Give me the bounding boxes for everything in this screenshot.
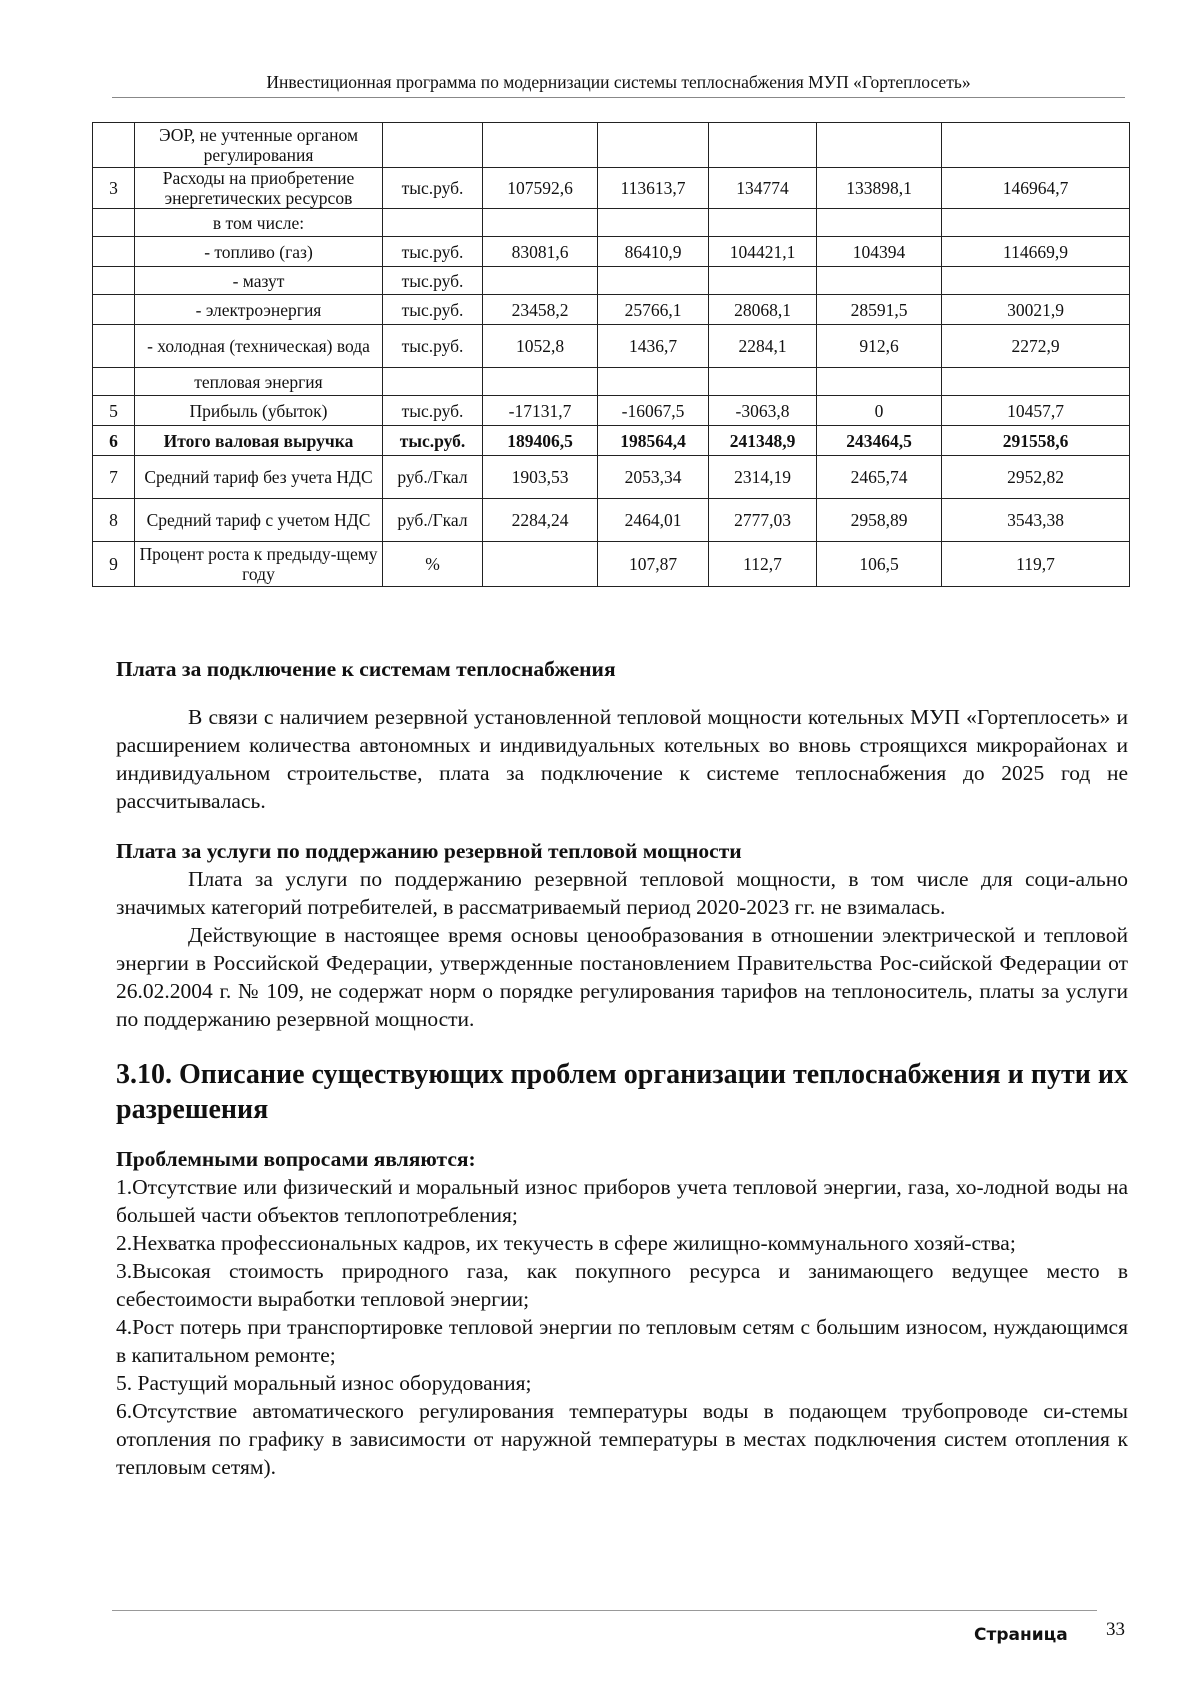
table-row: [93, 368, 1130, 396]
table-cell-unit: [383, 368, 483, 396]
table-cell-v3: 28068,1: [709, 295, 817, 325]
table-cell-name: - мазут: [135, 267, 383, 295]
table-cell-v1: 1052,8: [483, 325, 598, 368]
table-cell-v1: -17131,7: [483, 396, 598, 426]
table-row: [93, 237, 1130, 267]
table-row: [93, 168, 1130, 209]
table-cell-name: Итого валовая выручка: [135, 426, 383, 456]
table-cell-v4: 912,6: [817, 325, 942, 368]
table-cell-v3: 134774: [709, 168, 817, 209]
table-cell-v2: 113613,7: [598, 168, 709, 209]
table-cell-name: - электроэнергия: [135, 295, 383, 325]
table-cell-name: Прибыль (убыток): [135, 396, 383, 426]
table-cell-v5: [942, 267, 1130, 295]
footer-page-label: Страница: [974, 1625, 1068, 1645]
tariff-table: [92, 122, 1130, 587]
problem-item: 1.Отсутствие или физический и моральный износ приборов учета тепловой энергии, газа, хо-лодной воды на большей части объектов теплопотребления;: [116, 1175, 1128, 1227]
table-cell-v5: 3543,38: [942, 499, 1130, 542]
table-cell-v3: [709, 368, 817, 396]
table-cell-num: [93, 209, 135, 237]
table-row: [93, 396, 1130, 426]
table-row: [93, 499, 1130, 542]
table-cell-num: [93, 368, 135, 396]
table-cell-v4: 2958,89: [817, 499, 942, 542]
page-content: [116, 655, 1128, 1481]
table-cell-num: 5: [93, 396, 135, 426]
table-cell-v2: 2464,01: [598, 499, 709, 542]
problem-item: 5. Растущий моральный износ оборудования;: [116, 1371, 532, 1395]
table-cell-num: [93, 295, 135, 325]
table-cell-unit: тыс.руб.: [383, 237, 483, 267]
table-cell-name: Процент роста к предыду-щему году: [135, 542, 383, 587]
table-cell-v4: 106,5: [817, 542, 942, 587]
table-cell-name: тепловая энергия: [135, 368, 383, 396]
table-cell-num: 7: [93, 456, 135, 499]
problem-item: 2.Нехватка профессиональных кадров, их текучесть в сфере жилищно-коммунального хозяй-ства;: [116, 1231, 1016, 1255]
table-cell-v1: 1903,53: [483, 456, 598, 499]
footer-divider: [112, 1610, 1097, 1611]
table-cell-v2: 2053,34: [598, 456, 709, 499]
table-cell-name: Расходы на приобретение энергетических ресурсов: [135, 168, 383, 209]
table-cell-v2: [598, 368, 709, 396]
footer-page-number: 33: [1106, 1619, 1125, 1640]
table-cell-num: [93, 237, 135, 267]
table-cell-v1: 107592,6: [483, 168, 598, 209]
table-cell-v4: 104394: [817, 237, 942, 267]
table-row: [93, 267, 1130, 295]
table-cell-v5: [942, 368, 1130, 396]
table-cell-v1: [483, 368, 598, 396]
table-cell-v3: -3063,8: [709, 396, 817, 426]
table-cell-v4: [817, 267, 942, 295]
table-cell-v5: [942, 123, 1130, 168]
table-cell-v5: 30021,9: [942, 295, 1130, 325]
table-cell-v3: 104421,1: [709, 237, 817, 267]
table-cell-unit: тыс.руб.: [383, 168, 483, 209]
table-cell-v4: [817, 368, 942, 396]
table-cell-v3: 112,7: [709, 542, 817, 587]
table-cell-num: [93, 267, 135, 295]
table-cell-unit: [383, 209, 483, 237]
table-cell-v2: -16067,5: [598, 396, 709, 426]
table-cell-num: 3: [93, 168, 135, 209]
table-cell-unit: руб./Гкал: [383, 456, 483, 499]
table-cell-v4: [817, 123, 942, 168]
table-cell-v2: [598, 267, 709, 295]
table-cell-v4: [817, 209, 942, 237]
table-cell-v5: 10457,7: [942, 396, 1130, 426]
table-cell-v1: [483, 123, 598, 168]
section-title: 3.10. Описание существующих проблем организации теплоснабжения и пути их разрешения: [116, 1059, 1128, 1125]
table-cell-unit: тыс.руб.: [383, 325, 483, 368]
problem-item: 4.Рост потерь при транспортировке тепловой энергии по тепловым сетям с большим износом, нуждающимся в капитальном ремонте;: [116, 1315, 1128, 1367]
table-cell-v1: [483, 209, 598, 237]
table-cell-v3: [709, 123, 817, 168]
table-cell-v2: 107,87: [598, 542, 709, 587]
table-cell-v4: 133898,1: [817, 168, 942, 209]
table-cell-v3: [709, 209, 817, 237]
table-cell-unit: тыс.руб.: [383, 426, 483, 456]
table-row: [93, 123, 1130, 168]
table-cell-v2: 86410,9: [598, 237, 709, 267]
table-cell-num: 9: [93, 542, 135, 587]
table-row: [93, 325, 1130, 368]
table-cell-v3: 2777,03: [709, 499, 817, 542]
table-cell-name: в том числе:: [135, 209, 383, 237]
table-cell-num: 8: [93, 499, 135, 542]
table-cell-num: [93, 123, 135, 168]
table-cell-v3: 2314,19: [709, 456, 817, 499]
table-cell-name: ЭОР, не учтенные органом регулирования: [135, 123, 383, 168]
page-header: Инвестиционная программа по модернизации системы теплоснабжения МУП «Гортеплосеть»: [112, 72, 1125, 98]
table-cell-name: Средний тариф с учетом НДС: [135, 499, 383, 542]
table-cell-v4: 28591,5: [817, 295, 942, 325]
table-row: [93, 456, 1130, 499]
table-cell-v2: 1436,7: [598, 325, 709, 368]
table-cell-unit: руб./Гкал: [383, 499, 483, 542]
problems-list: [116, 1173, 1128, 1481]
table-cell-v1: 23458,2: [483, 295, 598, 325]
connection-paragraph: В связи с наличием резервной установленной тепловой мощности котельных МУП «Гортеплосеть» и расширением количества автономных и индивидуальных котельных во вновь строящихся микрорайонах и индивидуальном строительстве, плата за подключение к системе теплоснабжения до 2025 год не рассчитывалась.: [116, 705, 1128, 813]
problem-item: 3.Высокая стоимость природного газа, как покупного ресурса и занимающего ведущее место в себестоимости выработки тепловой энергии;: [116, 1259, 1128, 1311]
table-cell-v2: [598, 209, 709, 237]
table-cell-v5: 119,7: [942, 542, 1130, 587]
table-cell-v4: 2465,74: [817, 456, 942, 499]
reserve-paragraph-2: Действующие в настоящее время основы ценообразования в отношении электрической и тепловой энергии в Российской Федерации, утвержденные постановлением Правительства Рос-сийской Федерации от 26.02.2004 г. № 109, не содержат норм о порядке регулирования тарифов на теплоноситель, платы за услуги по поддержанию резервной мощности.: [116, 923, 1128, 1031]
table-cell-v2: 25766,1: [598, 295, 709, 325]
table-cell-unit: тыс.руб.: [383, 295, 483, 325]
table-row: [93, 295, 1130, 325]
table-cell-unit: [383, 123, 483, 168]
table-cell-v1: 2284,24: [483, 499, 598, 542]
table-row: [93, 426, 1130, 456]
table-cell-name: Средний тариф без учета НДС: [135, 456, 383, 499]
table-cell-v4: 243464,5: [817, 426, 942, 456]
problems-heading: Проблемными вопросами являются:: [116, 1147, 476, 1171]
table-cell-v3: [709, 267, 817, 295]
table-cell-unit: тыс.руб.: [383, 396, 483, 426]
reserve-paragraph-1: Плата за услуги по поддержанию резервной тепловой мощности, в том числе для соци-ально значимых категорий потребителей, в рассматриваемый период 2020-2023 гг. не взималась.: [116, 867, 1128, 919]
table-cell-v1: 83081,6: [483, 237, 598, 267]
table-cell-v5: 2952,82: [942, 456, 1130, 499]
table-cell-v1: [483, 267, 598, 295]
table-cell-num: [93, 325, 135, 368]
connection-heading: Плата за подключение к системам теплоснабжения: [116, 657, 616, 681]
table-row: [93, 209, 1130, 237]
table-cell-v5: [942, 209, 1130, 237]
table-cell-name: - топливо (газ): [135, 237, 383, 267]
table-cell-v2: [598, 123, 709, 168]
table-cell-v1: 189406,5: [483, 426, 598, 456]
table-cell-v1: [483, 542, 598, 587]
table-cell-v2: 198564,4: [598, 426, 709, 456]
table-cell-v3: 2284,1: [709, 325, 817, 368]
table-cell-unit: тыс.руб.: [383, 267, 483, 295]
table-cell-v5: 291558,6: [942, 426, 1130, 456]
table-cell-v5: 146964,7: [942, 168, 1130, 209]
table-cell-v3: 241348,9: [709, 426, 817, 456]
table-cell-v5: 114669,9: [942, 237, 1130, 267]
table-cell-num: 6: [93, 426, 135, 456]
table-cell-v4: 0: [817, 396, 942, 426]
reserve-heading: Плата за услуги по поддержанию резервной тепловой мощности: [116, 839, 742, 863]
table-cell-v5: 2272,9: [942, 325, 1130, 368]
problem-item: 6.Отсутствие автоматического регулирования температуры воды в подающем трубопроводе си-стемы отопления по графику в зависимости от наружной температуры в местах подключения систем отопления к тепловым сетям).: [116, 1399, 1128, 1479]
table-cell-unit: %: [383, 542, 483, 587]
table-row: [93, 542, 1130, 587]
table-cell-name: - холодная (техническая) вода: [135, 325, 383, 368]
